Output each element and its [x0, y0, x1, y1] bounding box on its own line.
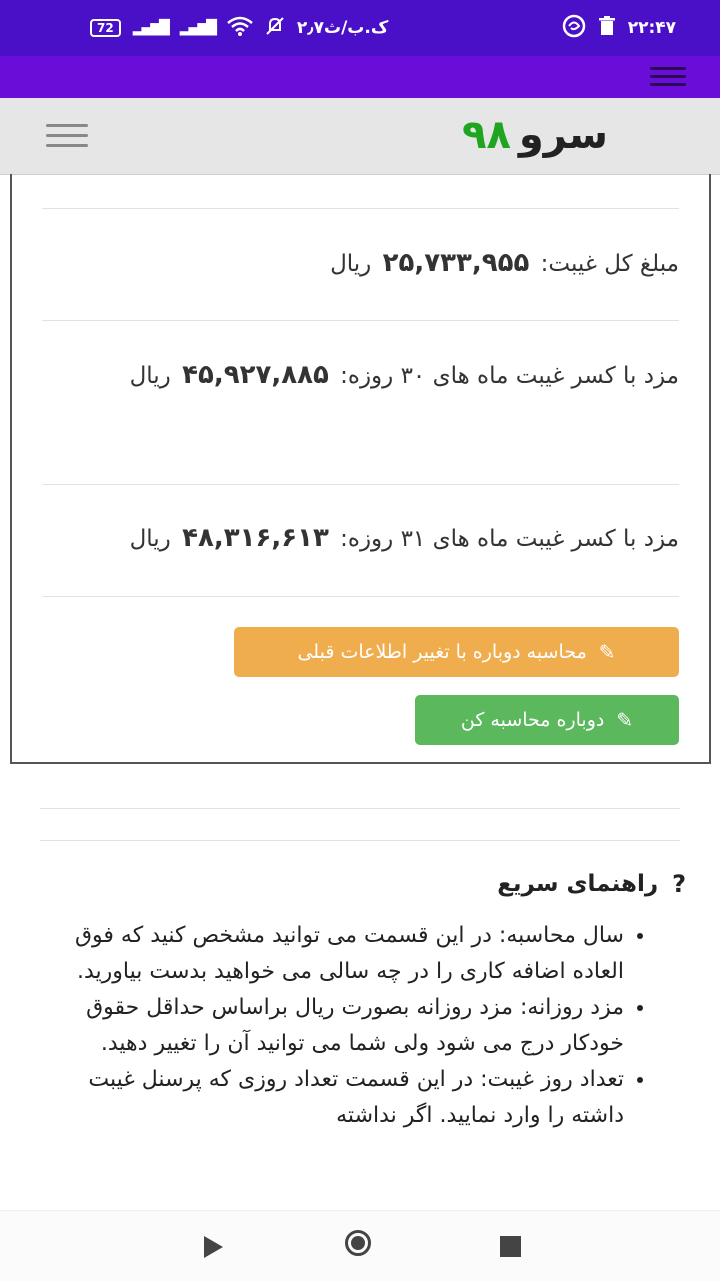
help-title-text: راهنمای سریع	[497, 871, 659, 897]
battery-indicator: 72	[90, 19, 121, 37]
wage-30-row	[42, 348, 679, 403]
status-bar	[0, 0, 720, 56]
site-logo[interactable]	[462, 112, 608, 158]
help-item: • تعداد روز غیبت: در این قسمت تعداد روزی که پرسنل غیبت داشته را وارد نمایید. اگر نداشته	[64, 1062, 624, 1134]
wifi-icon	[227, 16, 253, 41]
divider	[40, 808, 680, 809]
total-absence-label: مبلغ کل غیبت:	[540, 251, 679, 277]
divider	[42, 208, 679, 209]
net-speed: ۲٫۷ک.ب/ث	[296, 18, 389, 38]
wage-31-label: مزد با کسر غیبت ماه های ۳۱ روزه:	[340, 526, 679, 552]
total-absence-value: ۲۵,۷۳۳,۹۵۵	[382, 248, 530, 278]
wage-30-unit: ریال	[129, 363, 171, 389]
wage-31-unit: ریال	[129, 526, 171, 552]
help-list	[64, 918, 650, 1134]
logo-number: ۹۸	[462, 112, 511, 158]
app-notification-icon	[562, 14, 586, 43]
menu-icon[interactable]	[650, 67, 686, 91]
recalc-button[interactable]	[415, 695, 679, 745]
bell-off-icon	[265, 16, 285, 41]
recalc-with-previous-button[interactable]	[234, 627, 679, 677]
signal-icon: ▂▄▆█	[179, 20, 215, 36]
logo-text: سرو	[518, 112, 608, 158]
system-nav-bar	[0, 1210, 720, 1281]
app-bar	[0, 56, 720, 98]
question-icon: ?	[672, 870, 686, 898]
site-header	[0, 98, 720, 175]
recent-apps-icon[interactable]	[500, 1236, 521, 1257]
wage-30-label: مزد با کسر غیبت ماه های ۳۰ روزه:	[340, 363, 679, 389]
divider	[42, 320, 679, 321]
pencil-icon: ✎	[616, 708, 634, 732]
clock: ۲۲:۴۷	[627, 18, 676, 38]
recalc-with-previous-label: محاسبه دوباره با تغییر اطلاعات قبلی	[297, 641, 587, 663]
result-box	[10, 174, 711, 764]
divider	[42, 484, 679, 485]
home-icon[interactable]	[345, 1230, 371, 1256]
wage-31-value: ۴۸,۳۱۶,۶۱۳	[182, 523, 329, 553]
total-absence-row	[42, 236, 679, 291]
help-item: • سال محاسبه: در این قسمت می توانید مشخص کنید که فوق العاده اضافه کاری را در چه سالی می خواهید بدست بیاورید.	[64, 918, 624, 990]
divider	[42, 596, 679, 597]
total-absence-unit: ریال	[330, 251, 372, 277]
back-icon[interactable]	[204, 1236, 223, 1258]
help-item: • مزد روزانه: مزد روزانه بصورت ریال براساس حداقل حقوق خودکار درج می شود ولی شما می توانید آن را تغییر دهید.	[64, 990, 624, 1062]
recalc-label: دوباره محاسبه کن	[460, 709, 605, 731]
signal-icon: ▂▄▆█	[132, 20, 168, 36]
divider	[40, 840, 680, 841]
trash-icon	[598, 16, 616, 41]
site-menu-icon[interactable]	[46, 124, 88, 154]
pencil-icon: ✎	[598, 640, 616, 664]
wage-31-row	[32, 511, 679, 566]
help-title	[497, 870, 686, 898]
wage-30-value: ۴۵,۹۲۷,۸۸۵	[182, 360, 329, 390]
